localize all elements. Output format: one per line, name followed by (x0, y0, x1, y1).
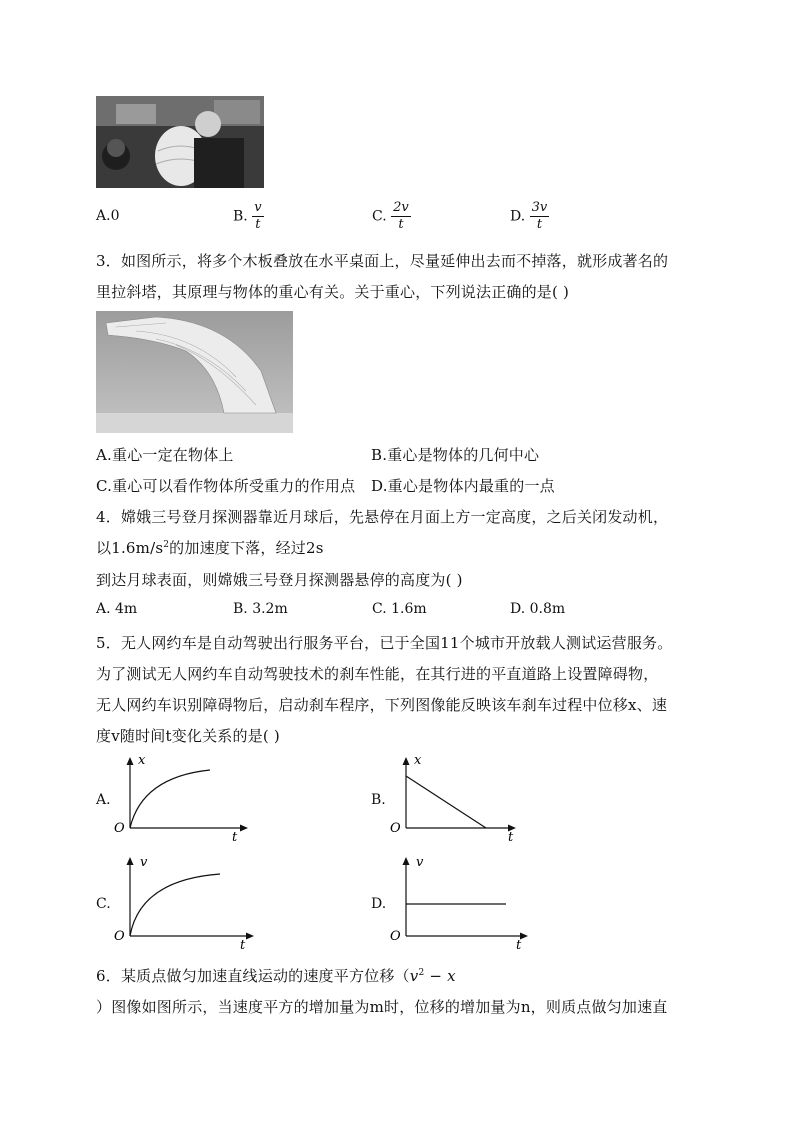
fraction-denominator: t (536, 217, 543, 232)
q6-stem-line2: ）图像如图所示，当速度平方的增加量为m时，位移的增加量为n，则质点做匀加速直 (96, 998, 668, 1016)
y-axis-label: v (140, 855, 148, 870)
q2-option-d[interactable] (510, 200, 549, 233)
lire-tower-photo (96, 311, 293, 433)
y-axis-arrow (403, 857, 410, 865)
q6-expr-v: v (409, 967, 419, 985)
q5-stem-line4: 度v随时间t变化关系的是( ) (96, 727, 280, 745)
y-axis-arrow (127, 757, 134, 765)
x-axis-label: t (232, 830, 238, 842)
x-axis-label: t (516, 938, 522, 950)
q3-stem-line1: 3．如图所示，将多个木板叠放在水平桌面上，尽量延伸出去而不掉落，就形成著名的 (96, 252, 669, 270)
q4-acceleration-exponent: 2 (163, 540, 170, 550)
y-axis-label: v (416, 855, 424, 870)
option-letter: A. (96, 208, 111, 224)
q5-stem-line2: 为了测试无人网约车自动驾驶技术的刹车性能，在其行进的平直道路上设置障碍物， (96, 665, 659, 683)
option-letter: D. (510, 208, 526, 225)
x-axis-label: t (240, 938, 246, 950)
y-axis-arrow (127, 857, 134, 865)
option-letter: B. (233, 208, 248, 225)
q4-stem-line3: 到达月球表面，则嫦娥三号登月探测器悬停的高度为( ) (96, 571, 463, 589)
q6-text: 6．某质点做匀加速直线运动的速度平方位移（ (96, 967, 410, 985)
option-value: 0 (110, 208, 120, 224)
astronaut-photo-drawing (96, 96, 264, 188)
q4-stem-line1: 4．嫦娥三号登月探测器靠近月球后，先悬停在月面上方一定高度，之后关闭发动机， (96, 508, 669, 526)
line (406, 776, 486, 828)
q3-option-d[interactable]: D.重心是物体内最重的一点 (371, 477, 555, 495)
q4-option-c[interactable]: C. 1.6m (372, 601, 427, 617)
origin-label: O (390, 821, 401, 836)
y-axis-arrow (403, 757, 410, 765)
q4-text: 以 (96, 539, 112, 557)
q5-graph-d (388, 852, 533, 954)
q5-graph-c (112, 852, 257, 954)
q5-graph-b (388, 752, 528, 846)
x-axis-arrow (240, 825, 248, 832)
q6-stem-line1 (96, 965, 456, 986)
q5-graph-a-label[interactable]: A. (96, 792, 111, 808)
curve (130, 874, 220, 936)
q4-option-a[interactable]: A. 4m (96, 601, 138, 617)
fraction-numerator: v (254, 200, 262, 215)
fraction (252, 200, 263, 233)
fraction-denominator: t (398, 217, 404, 232)
q4-option-d[interactable]: D. 0.8m (510, 601, 566, 617)
origin-label: O (390, 929, 401, 944)
astronaut-photo (96, 96, 264, 188)
q4-stem-line2 (96, 537, 324, 558)
x-axis-label: t (508, 830, 514, 842)
q2-option-a[interactable] (96, 208, 119, 224)
origin-label: O (114, 929, 125, 944)
fraction-denominator: t (255, 217, 261, 232)
q5-graph-a (112, 752, 252, 846)
fraction-numerator: 2v (393, 200, 409, 215)
q5-graph-c-label[interactable]: C. (96, 896, 111, 912)
q3-option-b[interactable]: B.重心是物体的几何中心 (371, 446, 540, 464)
q6-expr-exponent: 2 (418, 968, 425, 978)
q3-option-a[interactable]: A.重心一定在物体上 (96, 446, 234, 464)
q4-acceleration: 1.6m/s (111, 539, 164, 557)
lire-tower-drawing (96, 311, 293, 433)
y-axis-label: x (138, 753, 146, 768)
q3-option-c[interactable]: C.重心可以看作物体所受重力的作用点 (96, 477, 356, 495)
q6-expr-rest: − x (424, 967, 456, 985)
q5-stem-line1: 5．无人网约车是自动驾驶出行服务平台，已于全国11个城市开放载人测试运营服务。 (96, 634, 673, 652)
origin-label: O (114, 821, 125, 836)
option-letter: C. (372, 208, 387, 225)
y-axis-label: x (414, 753, 422, 768)
q5-graph-b-label[interactable]: B. (371, 792, 386, 808)
curve (130, 770, 210, 828)
q5-graph-d-label[interactable]: D. (371, 896, 387, 912)
q4-option-b[interactable]: B. 3.2m (233, 601, 288, 617)
q2-option-c[interactable] (372, 200, 411, 233)
fraction (391, 200, 411, 233)
fraction (530, 200, 550, 233)
fraction-numerator: 3v (531, 200, 548, 215)
q2-option-b[interactable] (233, 200, 264, 233)
q3-stem-line2: 里拉斜塔，其原理与物体的重心有关。关于重心，下列说法正确的是( ) (96, 283, 570, 301)
q5-stem-line3: 无人网约车识别障碍物后，启动刹车程序，下列图像能反映该车刹车过程中位移x、速 (96, 696, 668, 714)
q4-text: 的加速度下落，经过 (169, 539, 306, 557)
q4-time: 2s (305, 539, 324, 557)
x-axis-arrow (246, 933, 254, 940)
